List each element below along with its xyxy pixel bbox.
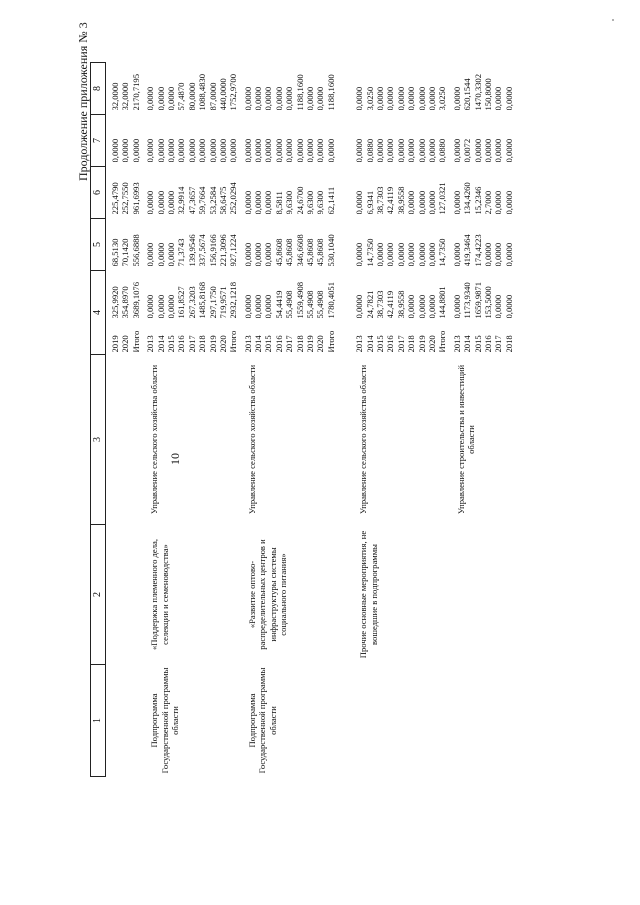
value-cell-4-value: 38,7303 xyxy=(374,290,385,319)
value-cell-6-value: 58,6475 xyxy=(217,186,228,215)
value-cell-5-value: 174,4223 xyxy=(472,234,483,267)
value-cell-8-value: 2170,7195 xyxy=(130,73,141,111)
year-cell xyxy=(239,323,337,355)
value-cell-6-value: 38,7303 xyxy=(374,186,385,215)
value-cell-8-value: 0,0000 xyxy=(145,86,156,111)
year-cell-value: Итого xyxy=(228,330,239,353)
value-cell-7-value: 0,0000 xyxy=(145,138,156,163)
value-cell-8-value: 0,0000 xyxy=(374,86,385,111)
year-cell xyxy=(448,323,514,355)
value-cell-6-value: 0,0000 xyxy=(155,190,166,215)
value-cell-5-value: 0,0000 xyxy=(503,242,514,267)
value-cell-4-value: 55,4908 xyxy=(284,290,295,319)
value-cell-7-value: 0,0880 xyxy=(437,138,448,163)
program-name-cell xyxy=(448,525,514,665)
value-cell-7-value: 0,0000 xyxy=(406,138,417,163)
value-cell-5-value: 139,9546 xyxy=(186,234,197,267)
year-cell-value: 2018 xyxy=(294,335,305,353)
value-cell-7-value: 0,0000 xyxy=(253,138,264,163)
value-cell-7-value: 0,0000 xyxy=(374,138,385,163)
header-cell-5: 5 xyxy=(91,219,106,271)
value-cell-4-value: 0,0000 xyxy=(242,294,253,319)
year-cell-value: 2013 xyxy=(354,335,365,353)
value-cell-6-value: 42,4119 xyxy=(385,186,396,215)
value-cell-8 xyxy=(106,63,142,115)
value-cell-6-value: 127,0321 xyxy=(437,182,448,215)
year-cell-value: 2020 xyxy=(217,335,228,353)
value-cell-5-value: 0,0000 xyxy=(253,242,264,267)
value-cell-6-value: 961,6993 xyxy=(130,182,141,215)
value-cell-8-value: 3,0250 xyxy=(437,86,448,111)
header-cell-2: 2 xyxy=(91,525,106,665)
value-cell-4-value: 0,0000 xyxy=(145,294,156,319)
year-cell-value: 2016 xyxy=(176,335,187,353)
value-cell-8-value: 0,0000 xyxy=(165,86,176,111)
value-cell-5-value: 45,8608 xyxy=(305,238,316,267)
value-cell-7-value: 0,0000 xyxy=(197,138,208,163)
value-cell-5 xyxy=(106,219,142,271)
value-cell-8-value: 0,0000 xyxy=(385,86,396,111)
value-cell-5-value: 14,7350 xyxy=(364,238,375,267)
value-cell-4-value: 1780,4051 xyxy=(325,281,336,319)
value-cell-5-value: 0,0000 xyxy=(482,242,493,267)
value-cell-6-value: 9,6300 xyxy=(284,190,295,215)
value-cell-6 xyxy=(239,167,337,219)
table-row xyxy=(106,63,142,777)
year-cell-value: 2018 xyxy=(406,335,417,353)
year-cell-value: 2020 xyxy=(426,335,437,353)
year-cell-value: 2015 xyxy=(472,335,483,353)
value-cell-8-value: 57,4870 xyxy=(176,82,187,111)
value-cell-8-value: 0,0000 xyxy=(263,86,274,111)
value-cell-8-value: 0,0000 xyxy=(155,86,166,111)
value-cell-7-value: 0,0000 xyxy=(130,138,141,163)
value-cell-5-value: 0,0000 xyxy=(451,242,462,267)
value-cell-4 xyxy=(141,271,239,323)
header-cell-7: 7 xyxy=(91,115,106,167)
value-cell-8-value: 1188,1600 xyxy=(325,74,336,111)
value-cell-6 xyxy=(106,167,142,219)
year-cell xyxy=(141,323,239,355)
year-cell-value: 2020 xyxy=(120,335,131,353)
value-cell-8-value: 440,0000 xyxy=(217,78,228,111)
program-type-cell xyxy=(336,665,448,777)
value-cell-6-value: 0,0000 xyxy=(416,190,427,215)
year-cell-value: 2019 xyxy=(305,335,316,353)
program-name-cell: «Поддержка племенного дела, селекции и семеноводства» xyxy=(149,539,170,650)
value-cell-6-value: 0,0000 xyxy=(263,190,274,215)
value-cell-4-value: 144,8801 xyxy=(437,286,448,319)
header-row xyxy=(91,63,106,777)
value-cell-8-value: 0,0000 xyxy=(273,86,284,111)
table-row xyxy=(239,63,337,777)
program-name-cell: Прочие основные мероприятия, не вошедшие в подпрограммы xyxy=(358,530,379,659)
value-cell-8-value: 0,0000 xyxy=(395,86,406,111)
value-cell-5 xyxy=(448,219,514,271)
year-cell-value: 2018 xyxy=(197,335,208,353)
value-cell-6-value: 9,6300 xyxy=(315,190,326,215)
year-cell-value: 2014 xyxy=(364,335,375,353)
value-cell-6-value: 59,7664 xyxy=(197,186,208,215)
value-cell-4-value: 153,5000 xyxy=(482,286,493,319)
value-cell-8-value: 1752,9700 xyxy=(228,73,239,111)
value-cell-6-value: 252,0294 xyxy=(228,182,239,215)
value-cell-6-value: 0,0000 xyxy=(354,190,365,215)
program-type-cell xyxy=(106,665,142,777)
value-cell-6-value: 252,7550 xyxy=(120,182,131,215)
value-cell-4-value: 325,9920 xyxy=(110,286,120,319)
value-cell-8-value: 87,0000 xyxy=(207,82,218,111)
value-cell-6 xyxy=(141,167,239,219)
header-cell-6: 6 xyxy=(91,167,106,219)
value-cell-7-value: 0,0000 xyxy=(354,138,365,163)
value-cell-7-value: 0,0000 xyxy=(110,138,120,163)
value-cell-8-value: 0,0000 xyxy=(354,86,365,111)
value-cell-4-value: 0,0000 xyxy=(503,294,514,319)
executor-cell: Управление строительства и инвестиций области xyxy=(455,364,477,515)
value-cell-4-value: 42,4119 xyxy=(385,290,396,319)
scan-speck xyxy=(612,19,614,21)
table-body xyxy=(91,63,515,777)
value-cell-4-value: 0,0000 xyxy=(426,294,437,319)
table-row xyxy=(336,63,448,777)
year-cell-value: 2015 xyxy=(165,335,176,353)
table-row xyxy=(448,63,514,777)
value-cell-6-value: 0,0000 xyxy=(451,190,462,215)
value-cell-6-value: 38,9558 xyxy=(395,186,406,215)
year-cell-value: 2017 xyxy=(284,335,295,353)
value-cell-4 xyxy=(448,271,514,323)
value-cell-7-value: 0,0000 xyxy=(294,138,305,163)
value-cell-5-value: 927,1224 xyxy=(228,234,239,267)
value-cell-6-value: 2,7000 xyxy=(482,190,493,215)
value-cell-5-value: 68,5130 xyxy=(110,238,120,267)
value-cell-6-value: 15,2346 xyxy=(472,186,483,215)
value-cell-7 xyxy=(141,115,239,167)
value-cell-5 xyxy=(141,219,239,271)
value-cell-7-value: 0,0000 xyxy=(325,138,336,163)
value-cell-5-value: 14,7350 xyxy=(437,238,448,267)
year-cell-value: 2014 xyxy=(253,335,264,353)
year-cell-value: 2019 xyxy=(207,335,218,353)
value-cell-4-value: 0,0000 xyxy=(493,294,504,319)
value-cell-4-value: 161,8527 xyxy=(176,286,187,319)
value-cell-5-value: 45,8608 xyxy=(315,238,326,267)
year-cell-value: 2017 xyxy=(186,335,197,353)
value-cell-5-value: 0,0000 xyxy=(155,242,166,267)
value-cell-8-value: 0,0000 xyxy=(305,86,316,111)
value-cell-4-value: 1485,8168 xyxy=(197,281,208,319)
value-cell-4-value: 54,4419 xyxy=(273,290,284,319)
value-cell-7-value: 0,0000 xyxy=(472,138,483,163)
value-cell-7-value: 0,0000 xyxy=(120,138,131,163)
executor-cell: Управление сельского хозяйства области xyxy=(149,364,160,515)
value-cell-6-value: 0,0000 xyxy=(493,190,504,215)
value-cell-8-value: 1088,4830 xyxy=(197,73,208,111)
value-cell-7-value: 0,0000 xyxy=(217,138,228,163)
value-cell-8-value: 150,8000 xyxy=(482,78,493,111)
value-cell-7-value: 0,0000 xyxy=(228,138,239,163)
value-cell-8-value: 0,0000 xyxy=(426,86,437,111)
value-cell-5-value: 0,0000 xyxy=(406,242,417,267)
program-name-cell: «Развитие оптово-распределительных центров и инфраструктуры системы социального питания» xyxy=(246,539,288,650)
value-cell-4-value: 2932,1218 xyxy=(228,281,239,319)
year-cell xyxy=(336,323,448,355)
value-cell-7-value: 0,0000 xyxy=(273,138,284,163)
year-cell-value: 2014 xyxy=(155,335,166,353)
value-cell-5-value: 156,9166 xyxy=(207,234,218,267)
value-cell-8-value: 620,1544 xyxy=(462,78,473,111)
value-cell-5 xyxy=(239,219,337,271)
value-cell-8 xyxy=(239,63,337,115)
executor-cell xyxy=(106,355,142,525)
value-cell-5-value: 45,8608 xyxy=(273,238,284,267)
value-cell-8-value: 0,0000 xyxy=(493,86,504,111)
value-cell-6-value: 62,1411 xyxy=(325,186,336,215)
header-cell-8: 8 xyxy=(91,63,106,115)
value-cell-6-value: 0,0000 xyxy=(503,190,514,215)
value-cell-4-value: 38,9558 xyxy=(395,290,406,319)
value-cell-5-value: 0,0000 xyxy=(395,242,406,267)
value-cell-4-value: 1659,9871 xyxy=(472,281,483,319)
program-type-cell xyxy=(448,665,514,777)
value-cell-7-value: 0,0072 xyxy=(462,138,473,163)
value-cell-8 xyxy=(448,63,514,115)
value-cell-5-value: 45,8608 xyxy=(284,238,295,267)
year-cell-value: 2013 xyxy=(145,335,156,353)
value-cell-5-value: 419,3464 xyxy=(462,234,473,267)
year-cell-value: Итого xyxy=(325,330,336,353)
value-cell-4-value: 24,7821 xyxy=(364,290,375,319)
value-cell-4 xyxy=(239,271,337,323)
value-cell-4 xyxy=(336,271,448,323)
value-cell-4-value: 0,0000 xyxy=(155,294,166,319)
value-cell-5-value: 0,0000 xyxy=(263,242,274,267)
value-cell-5-value: 0,0000 xyxy=(354,242,365,267)
year-cell-value: 2016 xyxy=(385,335,396,353)
value-cell-8 xyxy=(141,63,239,115)
year-cell-value: 2015 xyxy=(374,335,385,353)
year-cell-value: Итого xyxy=(437,330,448,353)
value-cell-5-value: 556,6888 xyxy=(130,234,141,267)
value-cell-6-value: 0,0000 xyxy=(242,190,253,215)
year-cell-value: 2017 xyxy=(493,335,504,353)
value-cell-6-value: 0,0000 xyxy=(426,190,437,215)
value-cell-7-value: 0,0000 xyxy=(176,138,187,163)
executor-cell: Управление сельского хозяйства области xyxy=(246,364,257,515)
value-cell-6-value: 134,4260 xyxy=(462,182,473,215)
program-type-cell: Подпрограмма Государственной программы области xyxy=(149,667,180,774)
year-cell-value: 2020 xyxy=(315,335,326,353)
value-cell-5-value: 530,1040 xyxy=(325,234,336,267)
value-cell-8-value: 32,0000 xyxy=(110,82,120,111)
value-cell-7-value: 0,0000 xyxy=(155,138,166,163)
header-cell-4: 4 xyxy=(91,271,106,355)
value-cell-7-value: 0,0000 xyxy=(426,138,437,163)
value-cell-5-value: 70,1420 xyxy=(120,238,131,267)
value-cell-6-value: 24,6700 xyxy=(294,186,305,215)
value-cell-7-value: 0,0000 xyxy=(451,138,462,163)
value-cell-4 xyxy=(106,271,142,323)
value-cell-8-value: 0,0000 xyxy=(406,86,417,111)
value-cell-4-value: 0,0000 xyxy=(263,294,274,319)
value-cell-7-value: 0,0000 xyxy=(385,138,396,163)
table-row xyxy=(141,63,239,777)
value-cell-5 xyxy=(336,219,448,271)
value-cell-8-value: 32,0000 xyxy=(120,82,131,111)
value-cell-5-value: 346,6608 xyxy=(294,234,305,267)
value-cell-6 xyxy=(448,167,514,219)
value-cell-6-value: 0,0000 xyxy=(253,190,264,215)
value-cell-4-value: 0,0000 xyxy=(354,294,365,319)
value-cell-8-value: 0,0000 xyxy=(451,86,462,111)
year-cell-value: 2016 xyxy=(273,335,284,353)
value-cell-7-value: 0,0880 xyxy=(364,138,375,163)
year-cell-value: Итого xyxy=(130,330,141,353)
value-cell-7-value: 0,0000 xyxy=(284,138,295,163)
value-cell-5-value: 0,0000 xyxy=(426,242,437,267)
value-cell-5-value: 0,0000 xyxy=(145,242,156,267)
value-cell-7-value: 0,0000 xyxy=(315,138,326,163)
value-cell-5-value: 71,3743 xyxy=(176,238,187,267)
year-cell-value: 2019 xyxy=(110,335,120,353)
value-cell-4-value: 0,0000 xyxy=(416,294,427,319)
value-cell-5-value: 0,0000 xyxy=(416,242,427,267)
value-cell-4-value: 354,8970 xyxy=(120,286,131,319)
value-cell-4-value: 55,4908 xyxy=(315,290,326,319)
header-cell-1: 1 xyxy=(91,665,106,777)
value-cell-8-value: 0,0000 xyxy=(503,86,514,111)
value-cell-8-value: 0,0000 xyxy=(253,86,264,111)
executor-cell: Управление сельского хозяйства области xyxy=(358,364,369,515)
value-cell-7-value: 0,0000 xyxy=(416,138,427,163)
value-cell-5-value: 337,5674 xyxy=(197,234,208,267)
year-cell-value: 2018 xyxy=(503,335,514,353)
value-cell-4-value: 0,0000 xyxy=(451,294,462,319)
year-cell-value: 2016 xyxy=(482,335,493,353)
value-cell-6-value: 6,9341 xyxy=(364,190,375,215)
value-cell-5-value: 0,0000 xyxy=(374,242,385,267)
value-cell-4-value: 297,1750 xyxy=(207,286,218,319)
value-cell-6-value: 225,4790 xyxy=(110,182,120,215)
value-cell-4-value: 1173,9340 xyxy=(462,282,473,319)
value-cell-6-value: 8,5811 xyxy=(273,191,284,215)
value-cell-6-value: 0,0000 xyxy=(145,190,156,215)
value-cell-7-value: 0,0000 xyxy=(165,138,176,163)
value-cell-8-value: 1188,1600 xyxy=(294,74,305,111)
value-cell-5-value: 0,0000 xyxy=(493,242,504,267)
value-cell-6-value: 0,0000 xyxy=(406,190,417,215)
value-cell-4-value: 267,3203 xyxy=(186,286,197,319)
value-cell-8-value: 1470,3302 xyxy=(472,73,483,111)
value-cell-5-value: 221,3096 xyxy=(217,234,228,267)
value-cell-8 xyxy=(336,63,448,115)
value-cell-4-value: 0,0000 xyxy=(165,294,176,319)
value-cell-6-value: 32,9914 xyxy=(176,186,187,215)
year-cell-value: 2014 xyxy=(462,335,473,353)
value-cell-7 xyxy=(336,115,448,167)
value-cell-7-value: 0,0000 xyxy=(207,138,218,163)
value-cell-7 xyxy=(106,115,142,167)
program-type-cell: Подпрограмма Государственной программы области xyxy=(246,667,278,774)
value-cell-7 xyxy=(448,115,514,167)
program-name-cell xyxy=(106,525,142,665)
value-cell-5-value: 0,0000 xyxy=(165,242,176,267)
continuation-label: Продолжение приложения № 3 xyxy=(76,22,90,181)
value-cell-8-value: 0,0000 xyxy=(315,86,326,111)
value-cell-6-value: 53,2584 xyxy=(207,186,218,215)
year-cell xyxy=(106,323,142,355)
value-cell-7-value: 0,0000 xyxy=(305,138,316,163)
value-cell-5-value: 0,0000 xyxy=(242,242,253,267)
value-cell-4-value: 3689,1076 xyxy=(130,281,141,319)
value-cell-7-value: 0,0000 xyxy=(263,138,274,163)
value-cell-4-value: 0,0000 xyxy=(253,294,264,319)
value-cell-6-value: 47,3657 xyxy=(186,186,197,215)
value-cell-4-value: 55,4908 xyxy=(305,290,316,319)
value-cell-8-value: 0,0000 xyxy=(416,86,427,111)
header-cell-3: 3 xyxy=(91,355,106,525)
value-cell-7-value: 0,0000 xyxy=(482,138,493,163)
value-cell-4-value: 719,9571 xyxy=(217,286,228,319)
value-cell-8-value: 3,0250 xyxy=(364,86,375,111)
value-cell-5-value: 0,0000 xyxy=(385,242,396,267)
value-cell-7-value: 0,0000 xyxy=(186,138,197,163)
page-number: 10 xyxy=(168,453,182,465)
value-cell-6-value: 0,0000 xyxy=(165,190,176,215)
value-cell-7-value: 0,0000 xyxy=(395,138,406,163)
year-cell-value: 2015 xyxy=(263,335,274,353)
value-cell-8-value: 0,0000 xyxy=(242,86,253,111)
value-cell-8-value: 80,0000 xyxy=(186,82,197,111)
value-cell-8-value: 0,0000 xyxy=(284,86,295,111)
year-cell-value: 2013 xyxy=(451,335,462,353)
appendix-table xyxy=(90,62,514,777)
value-cell-7-value: 0,0000 xyxy=(503,138,514,163)
value-cell-7-value: 0,0000 xyxy=(493,138,504,163)
year-cell-value: 2019 xyxy=(416,335,427,353)
value-cell-4-value: 0,0000 xyxy=(406,294,417,319)
value-cell-6 xyxy=(336,167,448,219)
year-cell-value: 2017 xyxy=(395,335,406,353)
value-cell-6-value: 9,6300 xyxy=(305,190,316,215)
value-cell-4-value: 1559,4908 xyxy=(294,281,305,319)
year-cell-value: 2013 xyxy=(242,335,253,353)
value-cell-7 xyxy=(239,115,337,167)
value-cell-7-value: 0,0000 xyxy=(242,138,253,163)
